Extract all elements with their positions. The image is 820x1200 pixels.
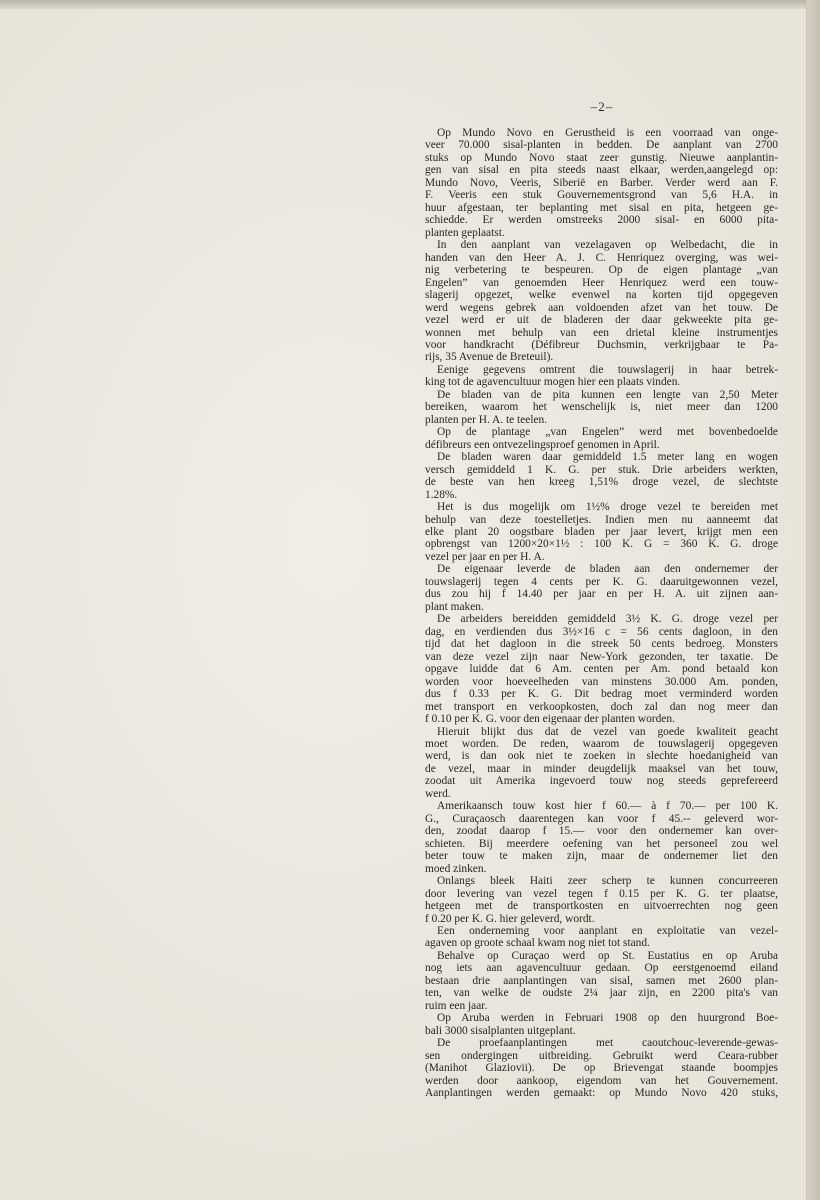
- text-line: f 0.20 per K. G. hier geleverd, wordt.: [425, 912, 595, 925]
- text-line: Amerikaansch touw kost hier f 60.— à f 70.— per 100 K.: [437, 800, 778, 813]
- page-number: –2–: [590, 99, 614, 114]
- paragraph: [425, 613, 778, 725]
- text-line: van deze vezel zijn naar New-York gezonden, ter taxatie. De: [425, 650, 778, 663]
- text-line: beter touw te maken zijn, maar de ondernemer liet den: [425, 850, 778, 863]
- text-line: De proefaanplantingen met caoutchouc-leverende-gewas-: [437, 1037, 778, 1050]
- paragraph: [425, 451, 778, 501]
- text-line: vezel werd er uit de bladeren der daar gekweekte pita ge-: [425, 314, 778, 327]
- text-line: De bladen van de pita kunnen een lengte van 2,50 Meter: [437, 388, 778, 401]
- paragraph: [425, 1012, 778, 1037]
- text-line: planten per H. A. te teelen.: [425, 413, 548, 426]
- text-line: plant maken.: [425, 600, 484, 613]
- text-line: gen van sisal en pita steeds naast elkaar, werden,aangelegd op:: [425, 164, 778, 177]
- text-line: moet worden. De reden, waarom de touwslagerij opgegeven: [425, 737, 778, 750]
- text-line: bestaan drie aanplantingen van sisal, samen met 2600 plan-: [425, 974, 778, 987]
- text-line: ruim een jaar.: [425, 999, 488, 1012]
- text-line: werd, is dan ook niet te zoeken in slechte hoedanigheid van: [425, 750, 778, 763]
- scan-edge-top: [0, 0, 820, 9]
- paragraph: [425, 875, 778, 925]
- text-line: opgave luidde dat 6 Am. centen per Am. pond betaald kon: [425, 663, 778, 676]
- scan-edge-right: [806, 0, 820, 1200]
- text-line: Hieruit blijkt dus dat de vezel van goede kwaliteit geacht: [437, 725, 778, 738]
- text-line: slagerij opgezet, welke evenwel na korten tijd opgegeven: [425, 289, 778, 302]
- text-line: Een onderneming voor aanplant en exploitatie van vezel-: [437, 925, 778, 937]
- text-line: Op Aruba werden in Februari 1908 op den huurgrond Boe-: [437, 1012, 778, 1025]
- text-line: zoodat uit Amerika ingevoerd touw nog steeds geprefereerd: [425, 775, 778, 788]
- text-line: planten geplaatst.: [425, 226, 505, 239]
- text-line: ten, van welke de oudste 2¼ jaar zijn, en 2200 pita's van: [425, 987, 778, 1000]
- text-line: den, zoodat daarop f 15.— voor den ondernemer kan over-: [425, 825, 778, 838]
- paragraph: [425, 726, 778, 801]
- text-line: bereiken, waarom het wenschelijk is, niet meer dan 1200: [425, 401, 778, 414]
- text-line: agaven op groote schaal kwam nog niet tot stand.: [425, 937, 650, 950]
- text-line: opbrengst van 1200×20×1½ : 100 K. G = 360 K. G. droge: [425, 538, 778, 551]
- paragraph: [425, 426, 778, 451]
- text-line: Eenige gegevens omtrent die touwslagerij in haar betrek-: [437, 363, 778, 376]
- text-line: handen van den Heer A. J. C. Henriquez overging, was wei-: [425, 251, 778, 264]
- text-line: veer 70.000 sisal-planten in bedden. De aanplant van 2700: [425, 139, 778, 152]
- text-line: de beste van hen kreeg 1,51% droge vezel, de slechtste: [425, 476, 778, 489]
- text-line: touwslagerij tegen 4 cents per K. G. daaruitgewonnen vezel,: [425, 575, 778, 588]
- text-line: stuks op Mundo Novo staat zeer gunstig. Nieuwe aanplantin-: [425, 151, 778, 164]
- text-line: Op Mundo Novo en Gerustheid is een voorraad van onge-: [437, 127, 778, 139]
- text-line: vezel per jaar en per H. A.: [425, 550, 545, 563]
- text-line: wonnen met behulp van een drietal kleine instrumentjes: [425, 326, 778, 339]
- paragraph: [425, 127, 778, 239]
- text-line: Op de plantage „van Engelen” werd met bovenbedoelde: [437, 426, 778, 439]
- paragraph: [425, 950, 778, 1012]
- text-column: [425, 127, 778, 1100]
- text-line: hetgeen met de transportkosten en uitvoerrechten nog geen: [425, 900, 778, 913]
- text-line: voor handkracht (Défibreur Duchsmin, verkrijgbaar te Pa-: [425, 338, 778, 351]
- text-line: (Manihot Glaziovii). De op Brievengat staande boompjes: [425, 1062, 778, 1075]
- text-line: Behalve op Curaçao werd op St. Eustatius en op Aruba: [437, 949, 778, 962]
- text-line: nog iets aan agavencultuur gedaan. Op eerstgenoemd eiland: [425, 962, 778, 975]
- text-line: Aanplantingen werden gemaakt: op Mundo Novo 420 stuks,: [425, 1087, 778, 1100]
- text-line: versch gemiddeld 1 K. G. per stuk. Drie arbeiders werkten,: [425, 463, 778, 476]
- paragraph: [425, 501, 778, 563]
- text-line: De bladen waren daar gemiddeld 1.5 meter lang en wogen: [437, 451, 778, 464]
- paragraph: [425, 563, 778, 613]
- text-line: Onlangs bleek Haiti zeer scherp te kunnen concurreeren: [437, 875, 778, 888]
- text-line: schiedde. Er werden omstreeks 2000 sisal- en 6000 pita-: [425, 214, 778, 227]
- text-line: werd wegens gebrek aan voldoenden afzet van het touw. De: [425, 301, 778, 314]
- paragraph: [425, 1037, 778, 1099]
- text-line: bali 3000 sisalplanten uitgeplant.: [425, 1024, 576, 1037]
- text-line: de vezel, maar in minder deugdelijk maaksel van het touw,: [425, 762, 778, 775]
- text-line: moed zinken.: [425, 862, 487, 875]
- text-line: In den aanplant van vezelagaven op Welbedacht, die in: [437, 239, 778, 252]
- text-line: schieten. Bij meerdere oefening van het personeel zou wel: [425, 837, 778, 850]
- text-line: De arbeiders bereidden gemiddeld 3½ K. G. droge vezel per: [437, 613, 778, 626]
- text-line: dus f 0.33 per K. G. Dit bedrag moet verminderd worden: [425, 688, 778, 701]
- text-line: elke plant 20 oogstbare bladen per jaar levert, krijgt men een: [425, 526, 778, 538]
- text-line: De eigenaar leverde de bladen aan den ondernemer der: [437, 563, 778, 576]
- paragraph: [425, 800, 778, 875]
- paragraph: [425, 239, 778, 364]
- text-line: tijd dat het dagloon in die streek 50 cents bedroeg. Monsters: [425, 638, 778, 651]
- text-line: F. Veeris een stuk Gouvernementsgrond van 5,6 H.A. in: [425, 189, 778, 202]
- text-line: dag, en verdienden dus 3½×16 c = 56 cents dagloon, in den: [425, 625, 778, 638]
- text-line: huur afgestaan, ter beplanting met sisal en pita, hetgeen ge-: [425, 201, 778, 214]
- text-line: door levering van vezel tegen f 0.15 per K. G. ter plaatse,: [425, 887, 778, 900]
- text-line: met transport en verkoopkosten, doch zal dan nog meer dan: [425, 700, 778, 713]
- text-line: défibreurs een ontvezelingsproef genomen in April.: [425, 438, 660, 451]
- text-line: 1.28%.: [425, 488, 458, 501]
- text-line: king tot de agavencultuur mogen hier een plaats vinden.: [425, 376, 681, 389]
- text-line: rijs, 35 Avenue de Breteuil).: [425, 351, 554, 364]
- paragraph: [425, 389, 778, 426]
- text-line: G., Curaçaosch daarentegen kan voor f 45.-- geleverd wor-: [425, 812, 778, 825]
- text-line: sen ondergingen uitbreiding. Gebruikt werd Ceara-rubber: [425, 1049, 778, 1062]
- text-line: f 0.10 per K. G. voor den eigenaar der planten worden.: [425, 713, 675, 726]
- text-line: Engelen” van genoemden Heer Henriquez werd een touw-: [425, 276, 778, 289]
- text-line: werd.: [425, 787, 451, 800]
- text-line: Het is dus mogelijk om 1½% droge vezel te bereiden met: [437, 501, 778, 514]
- paragraph: [425, 364, 778, 389]
- text-line: behulp van deze toestelletjes. Indien men nu aanneemt dat: [425, 513, 778, 526]
- paragraph: [425, 925, 778, 950]
- text-line: nig verbetering te bespeuren. Op de eigen plantage „van: [425, 264, 778, 277]
- text-line: worden voor hoeveelheden van minstens 30.000 Am. ponden,: [425, 675, 778, 688]
- text-line: werden door aankoop, eigendom van het Gouvernement.: [425, 1074, 778, 1087]
- text-line: Mundo Novo, Veeris, Siberië en Barber. Verder werd aan F.: [425, 176, 778, 189]
- text-line: dus zou hij f 14.40 per jaar en per H. A. uit zijnen aan-: [425, 588, 778, 601]
